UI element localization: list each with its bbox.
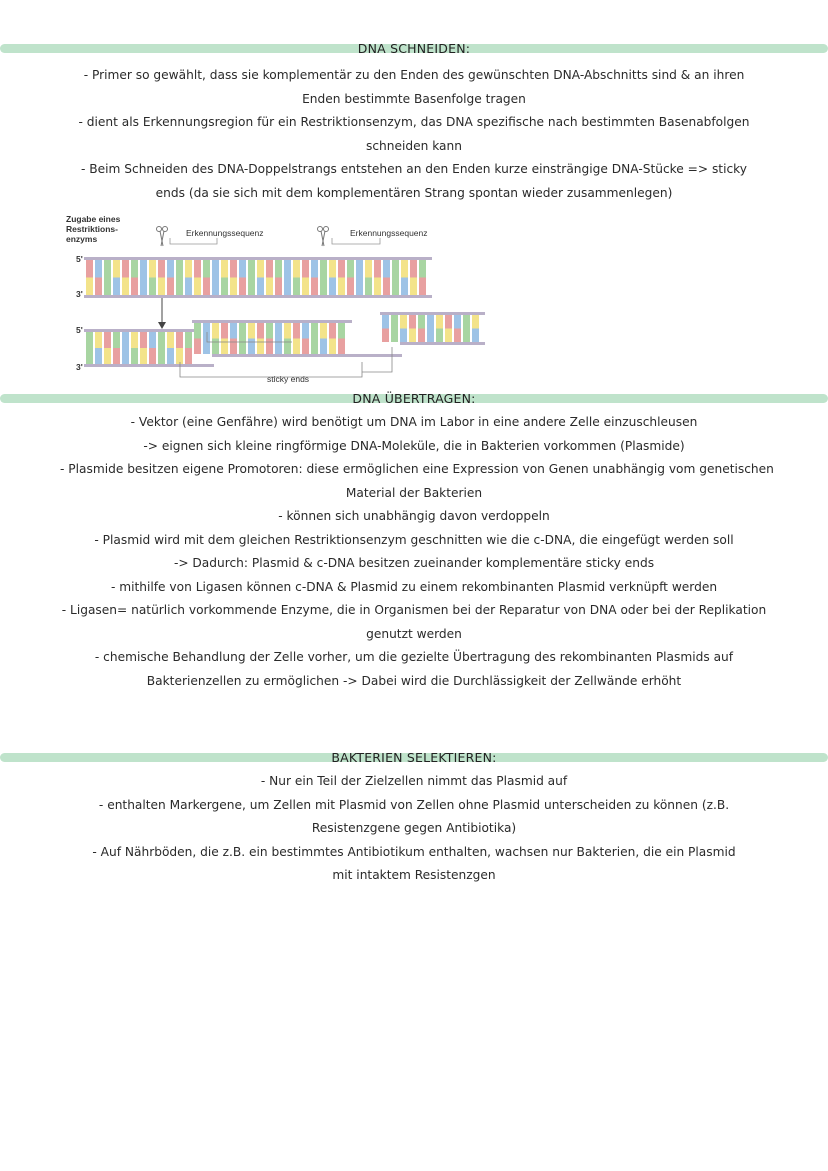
section-body-dna-schneiden bbox=[60, 64, 768, 206]
base-pair bbox=[374, 278, 381, 296]
base-pair bbox=[347, 278, 354, 296]
text-line: -> Dadurch: Plasmid & c-DNA besitzen zueinander komplementäre sticky ends bbox=[173, 556, 655, 570]
base-pair bbox=[419, 260, 426, 278]
base-pair bbox=[401, 260, 408, 278]
base-pair bbox=[356, 260, 363, 278]
base-pair bbox=[131, 278, 138, 296]
base-pair bbox=[311, 339, 318, 355]
base-pairs-top bbox=[86, 260, 426, 295]
text-line: genutzt werden bbox=[366, 626, 462, 641]
base-pair bbox=[365, 278, 372, 296]
base-pair bbox=[284, 323, 291, 339]
base-pair bbox=[400, 315, 407, 329]
text-line: schneiden kann bbox=[366, 138, 462, 153]
base-pair bbox=[445, 315, 452, 329]
base-pair bbox=[275, 339, 282, 355]
base-pair bbox=[356, 278, 363, 296]
base-pair bbox=[194, 323, 201, 339]
backbone-bottom-strand bbox=[84, 295, 432, 298]
base-pair bbox=[149, 348, 156, 364]
recognition-sequence-label-1: Erkennungssequenz bbox=[186, 228, 264, 238]
base-pair bbox=[266, 278, 273, 296]
section-body-bakterien-selektieren bbox=[60, 770, 768, 888]
base-pair bbox=[149, 278, 156, 296]
base-pair bbox=[167, 332, 174, 348]
base-pair bbox=[239, 323, 246, 339]
base-pair bbox=[275, 323, 282, 339]
base-pair bbox=[131, 260, 138, 278]
base-pair bbox=[391, 315, 398, 329]
base-pair bbox=[140, 332, 147, 348]
base-pair bbox=[418, 329, 425, 343]
base-pair bbox=[302, 323, 309, 339]
base-pair bbox=[275, 278, 282, 296]
base-pair bbox=[239, 260, 246, 278]
base-pair bbox=[293, 260, 300, 278]
three-prime-label-top: 3' bbox=[76, 289, 83, 299]
base-pair bbox=[320, 260, 327, 278]
base-pair bbox=[194, 278, 201, 296]
base-pair bbox=[347, 260, 354, 278]
base-pair bbox=[454, 329, 461, 343]
text-line: Material der Bakterien bbox=[345, 485, 483, 500]
base-pair bbox=[185, 348, 192, 364]
base-pair bbox=[212, 278, 219, 296]
base-pair bbox=[338, 260, 345, 278]
base-pair bbox=[266, 260, 273, 278]
base-pair bbox=[194, 339, 201, 355]
base-pair bbox=[257, 323, 264, 339]
base-pair bbox=[365, 260, 372, 278]
base-pair bbox=[167, 348, 174, 364]
text-line: - können sich unabhängig davon verdoppeln bbox=[278, 509, 550, 523]
section-body-dna-uebertragen bbox=[60, 411, 774, 693]
base-pair bbox=[185, 332, 192, 348]
text-line: - enthalten Markergene, um Zellen mit Plasmid von Zellen ohne Plasmid unterscheiden zu können (z.B. bbox=[98, 797, 730, 812]
base-pair bbox=[427, 315, 434, 329]
base-pair bbox=[311, 278, 318, 296]
base-pair bbox=[104, 260, 111, 278]
base-pair bbox=[86, 260, 93, 278]
text-line: Resistenzgene gegen Antibiotika) bbox=[311, 821, 517, 836]
base-pair bbox=[248, 323, 255, 339]
base-pair bbox=[167, 260, 174, 278]
text-line: - Auf Nährböden, die z.B. ein bestimmtes Antibiotikum enthalten, wachsen nur Bakterien, die ein Plasmid bbox=[92, 844, 736, 859]
base-pair bbox=[212, 339, 219, 355]
text-line: - Vektor (eine Genfähre) wird benötigt um DNA im Labor in eine andere Zelle einzuschleusen bbox=[130, 415, 698, 429]
text-line: - Beim Schneiden des DNA-Doppelstrangs entstehen an den Enden kurze einsträngige DNA-Stücke => sticky bbox=[81, 162, 747, 177]
base-pair bbox=[113, 278, 120, 296]
base-pair bbox=[302, 260, 309, 278]
base-pair bbox=[284, 339, 291, 355]
base-pair bbox=[293, 323, 300, 339]
base-pair bbox=[293, 278, 300, 296]
base-pair bbox=[221, 260, 228, 278]
arrow-down-icon bbox=[158, 322, 166, 329]
base-pair bbox=[140, 260, 147, 278]
base-pair bbox=[221, 339, 228, 355]
base-pair bbox=[140, 278, 147, 296]
base-pair bbox=[382, 315, 389, 329]
base-pair bbox=[383, 278, 390, 296]
five-prime-label-top: 5' bbox=[76, 254, 83, 264]
text-line: - Ligasen= natürlich vorkommende Enzyme, die in Organismen bei der Reparatur von DNA oder bei der Replikation bbox=[61, 603, 767, 617]
base-pair bbox=[392, 260, 399, 278]
base-pair bbox=[113, 332, 120, 348]
five-prime-label-bottom: 5' bbox=[76, 325, 83, 335]
base-pair bbox=[86, 332, 93, 348]
recognition-sequence-label-2: Erkennungssequenz bbox=[350, 228, 428, 238]
base-pair bbox=[392, 278, 399, 296]
base-pair bbox=[122, 332, 129, 348]
sticky-ends-label: sticky ends bbox=[267, 374, 310, 384]
base-pair bbox=[320, 323, 327, 339]
base-pair bbox=[338, 278, 345, 296]
base-pair bbox=[302, 339, 309, 355]
three-prime-label-bottom: 3' bbox=[76, 362, 83, 372]
base-pair bbox=[383, 260, 390, 278]
base-pair bbox=[95, 278, 102, 296]
base-pair bbox=[230, 339, 237, 355]
base-pair bbox=[284, 260, 291, 278]
base-pair bbox=[239, 278, 246, 296]
enzyme-label: Zugabe eines Restriktions- enzyms bbox=[66, 214, 121, 244]
text-line: - Primer so gewählt, dass sie komplementär zu den Enden des gewünschten DNA-Abschnitts sind & an ihren bbox=[83, 68, 745, 82]
base-pair bbox=[149, 332, 156, 348]
base-pair bbox=[257, 339, 264, 355]
base-pair bbox=[104, 348, 111, 364]
base-pair bbox=[140, 348, 147, 364]
text-line: Enden bestimmte Basenfolge tragen bbox=[302, 91, 526, 106]
base-pair bbox=[311, 323, 318, 339]
base-pair bbox=[320, 339, 327, 355]
base-pair bbox=[293, 339, 300, 355]
base-pair bbox=[221, 323, 228, 339]
base-pair bbox=[185, 260, 192, 278]
base-pair bbox=[391, 329, 398, 343]
base-pair bbox=[472, 315, 479, 329]
base-pair bbox=[445, 329, 452, 343]
base-pair bbox=[158, 278, 165, 296]
base-pair bbox=[131, 348, 138, 364]
base-pair bbox=[409, 329, 416, 343]
base-pair bbox=[167, 278, 174, 296]
base-pair bbox=[203, 260, 210, 278]
base-pair bbox=[230, 323, 237, 339]
base-pair bbox=[239, 339, 246, 355]
text-line: Bakterienzellen zu ermöglichen -> Dabei wird die Durchlässigkeit der Zellwände erhöht bbox=[146, 673, 682, 688]
base-pair bbox=[212, 260, 219, 278]
base-pair bbox=[212, 323, 219, 339]
base-pair bbox=[221, 278, 228, 296]
base-pair bbox=[284, 278, 291, 296]
base-pair bbox=[427, 329, 434, 343]
base-pair bbox=[86, 348, 93, 364]
base-pair bbox=[266, 323, 273, 339]
base-pair bbox=[338, 339, 345, 355]
text-line: mit intaktem Resistenzgen bbox=[332, 868, 496, 883]
base-pair bbox=[436, 329, 443, 343]
section-title-bakterien-selektieren: BAKTERIEN SELEKTIEREN: bbox=[331, 750, 497, 765]
base-pair bbox=[203, 323, 210, 339]
base-pair bbox=[329, 339, 336, 355]
base-pair bbox=[113, 260, 120, 278]
base-pair bbox=[131, 332, 138, 348]
text-line: - dient als Erkennungsregion für ein Restriktionsenzym, das DNA spezifische nach bestimmten Basenabfolgen bbox=[78, 115, 750, 130]
base-pair bbox=[257, 278, 264, 296]
base-pair bbox=[122, 348, 129, 364]
base-pair bbox=[302, 278, 309, 296]
base-pair bbox=[95, 260, 102, 278]
base-pair bbox=[401, 278, 408, 296]
base-pair bbox=[463, 329, 470, 343]
text-line: - Nur ein Teil der Zielzellen nimmt das Plasmid auf bbox=[260, 774, 568, 788]
backbone-top-strand bbox=[84, 257, 432, 260]
restriction-enzyme-diagram bbox=[62, 212, 490, 392]
base-pair bbox=[409, 315, 416, 329]
base-pair bbox=[338, 323, 345, 339]
scissors-icon bbox=[318, 227, 329, 247]
base-pair bbox=[158, 348, 165, 364]
base-pair bbox=[95, 348, 102, 364]
base-pair bbox=[472, 329, 479, 343]
base-pair bbox=[329, 260, 336, 278]
base-pair bbox=[257, 260, 264, 278]
base-pair bbox=[275, 260, 282, 278]
base-pair bbox=[230, 278, 237, 296]
text-line: ends (da sie sich mit dem komplementären Strang spontan wieder zusammenlegen) bbox=[155, 185, 673, 200]
base-pair bbox=[185, 278, 192, 296]
base-pair bbox=[176, 260, 183, 278]
base-pair bbox=[158, 332, 165, 348]
base-pair bbox=[248, 339, 255, 355]
text-line: - mithilfe von Ligasen können c-DNA & Plasmid zu einem rekombinanten Plasmid verknüpft werden bbox=[110, 579, 718, 594]
base-pair bbox=[248, 260, 255, 278]
base-pair bbox=[329, 323, 336, 339]
base-pair bbox=[248, 278, 255, 296]
base-pair bbox=[410, 260, 417, 278]
section-title-dna-uebertragen: DNA ÜBERTRAGEN: bbox=[352, 391, 476, 406]
base-pair bbox=[454, 315, 461, 329]
base-pair bbox=[104, 332, 111, 348]
text-line: - chemische Behandlung der Zelle vorher, um die gezielte Übertragung des rekombinanten Plasmids auf bbox=[94, 650, 734, 664]
base-pair bbox=[311, 260, 318, 278]
base-pair bbox=[176, 278, 183, 296]
base-pair bbox=[410, 278, 417, 296]
text-line: -> eignen sich kleine ringförmige DNA-Moleküle, die in Bakterien vorkommen (Plasmide) bbox=[143, 438, 685, 453]
base-pair bbox=[149, 260, 156, 278]
base-pair bbox=[176, 348, 183, 364]
text-line: - Plasmid wird mit dem gleichen Restriktionsenzym geschnitten wie die c-DNA, die eingefügt werden soll bbox=[94, 532, 734, 547]
dna-strands-svg bbox=[62, 212, 490, 392]
base-pair bbox=[419, 278, 426, 296]
base-pair bbox=[203, 339, 210, 355]
base-pair bbox=[86, 278, 93, 296]
base-pair bbox=[158, 260, 165, 278]
base-pair bbox=[329, 278, 336, 296]
base-pair bbox=[374, 260, 381, 278]
base-pair bbox=[194, 260, 201, 278]
scissors-icon bbox=[157, 227, 168, 247]
base-pair bbox=[176, 332, 183, 348]
base-pair bbox=[122, 260, 129, 278]
base-pair bbox=[230, 260, 237, 278]
base-pair bbox=[122, 278, 129, 296]
base-pair bbox=[113, 348, 120, 364]
text-line: - Plasmide besitzen eigene Promotoren: diese ermöglichen eine Expression von Genen unabhängig vom genetischen bbox=[60, 462, 774, 476]
base-pair bbox=[382, 329, 389, 343]
base-pair bbox=[104, 278, 111, 296]
base-pair bbox=[266, 339, 273, 355]
base-pair bbox=[320, 278, 327, 296]
base-pair bbox=[436, 315, 443, 329]
base-pair bbox=[203, 278, 210, 296]
base-pair bbox=[400, 329, 407, 343]
base-pair bbox=[463, 315, 470, 329]
section-title-dna-schneiden: DNA SCHNEIDEN: bbox=[357, 41, 471, 56]
base-pair bbox=[418, 315, 425, 329]
base-pair bbox=[95, 332, 102, 348]
